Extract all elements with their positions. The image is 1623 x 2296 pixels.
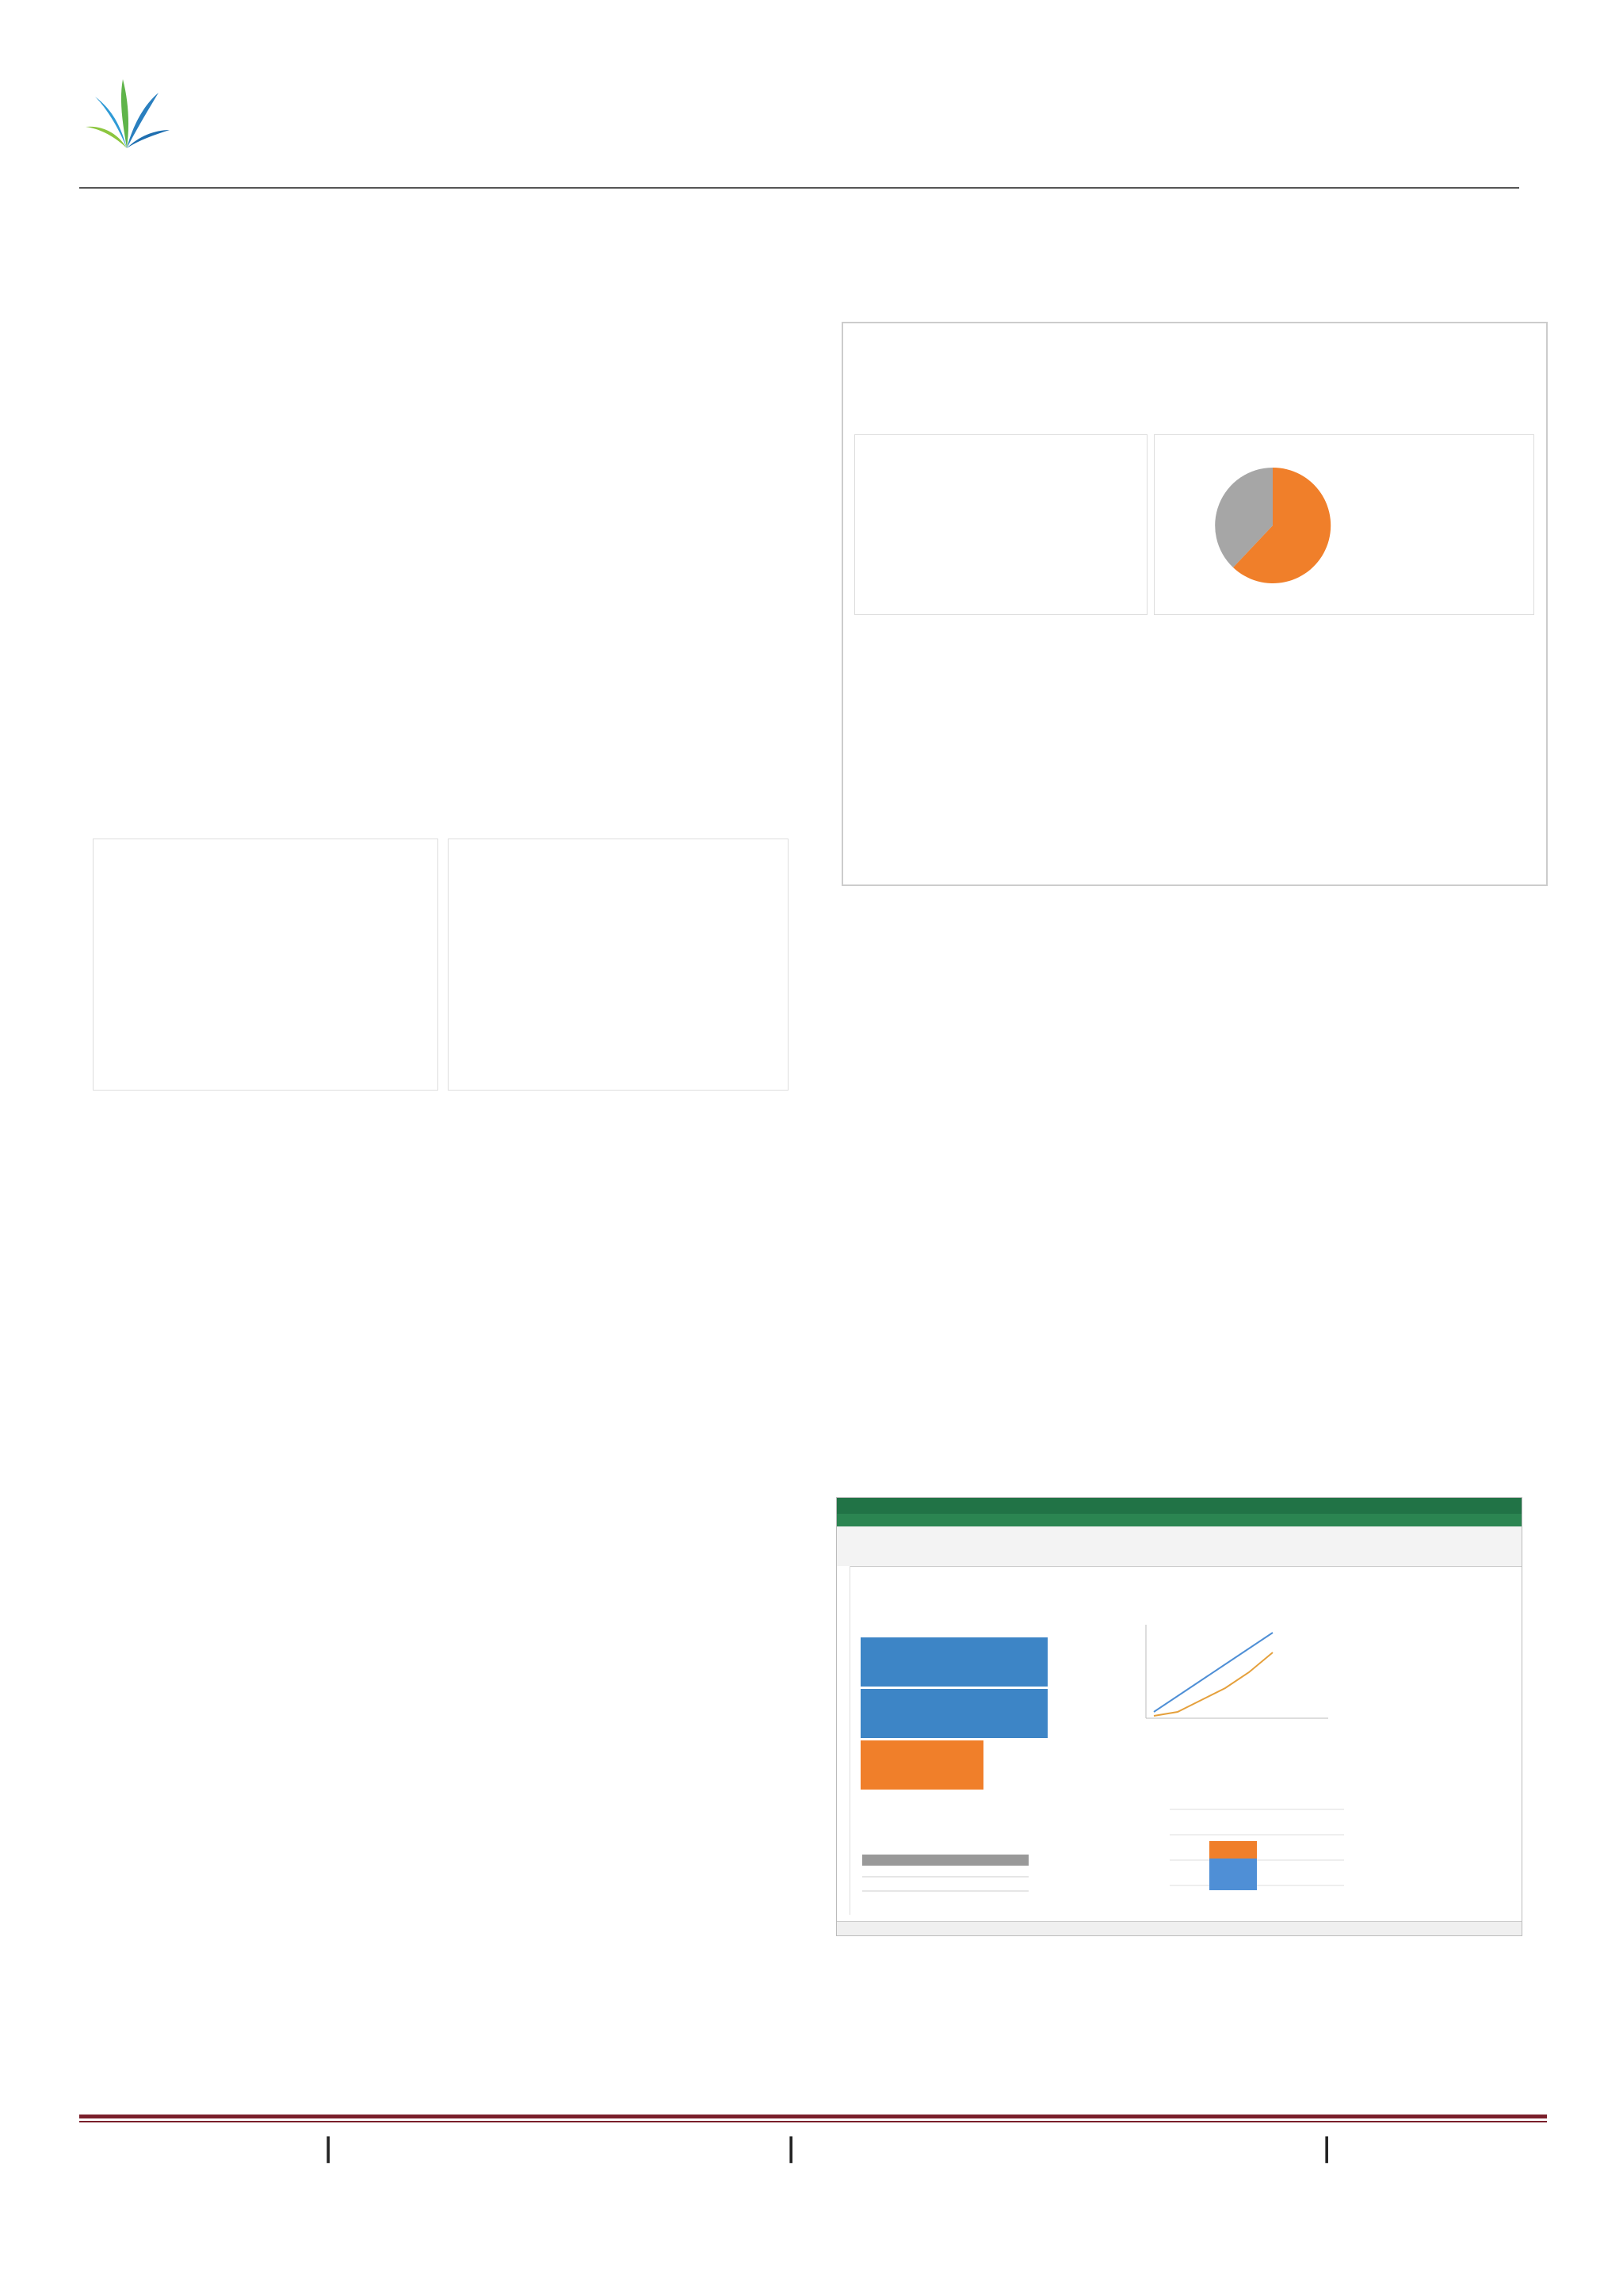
header-rule [79, 187, 1519, 189]
msp-status-bar [837, 1921, 1522, 1936]
footer-sep-3: | [1322, 2132, 1332, 2164]
cost-status-chart [854, 434, 1148, 615]
figure-4-3 [836, 1497, 1522, 1936]
cost-status-grid [862, 1855, 1029, 1904]
irjet-logo [79, 73, 174, 176]
progress-vs-cost-chart [1122, 1617, 1360, 1744]
cost-distribution-pie [1154, 434, 1534, 615]
side-label-bar [837, 1566, 850, 1915]
footer-sep-1: | [323, 2132, 334, 2164]
msp-ribbon-tabs[interactable] [837, 1514, 1522, 1526]
cost-status-bar-chart [1122, 1803, 1352, 1906]
msp-ribbon[interactable] [837, 1526, 1522, 1567]
remaining-cost-tile [861, 1689, 1048, 1738]
resource-stats-chart [93, 839, 438, 1091]
footer-rule-thin [79, 2121, 1547, 2122]
footer-rule [79, 2115, 1547, 2118]
msp-title-bar [837, 1498, 1522, 1514]
cost-tile [861, 1637, 1048, 1687]
work-status-chart [448, 839, 789, 1091]
figure-4-2 [842, 322, 1548, 886]
percent-complete-tile [861, 1740, 983, 1790]
figure-4-1 [89, 735, 792, 1338]
footer-sep-2: | [786, 2132, 796, 2164]
